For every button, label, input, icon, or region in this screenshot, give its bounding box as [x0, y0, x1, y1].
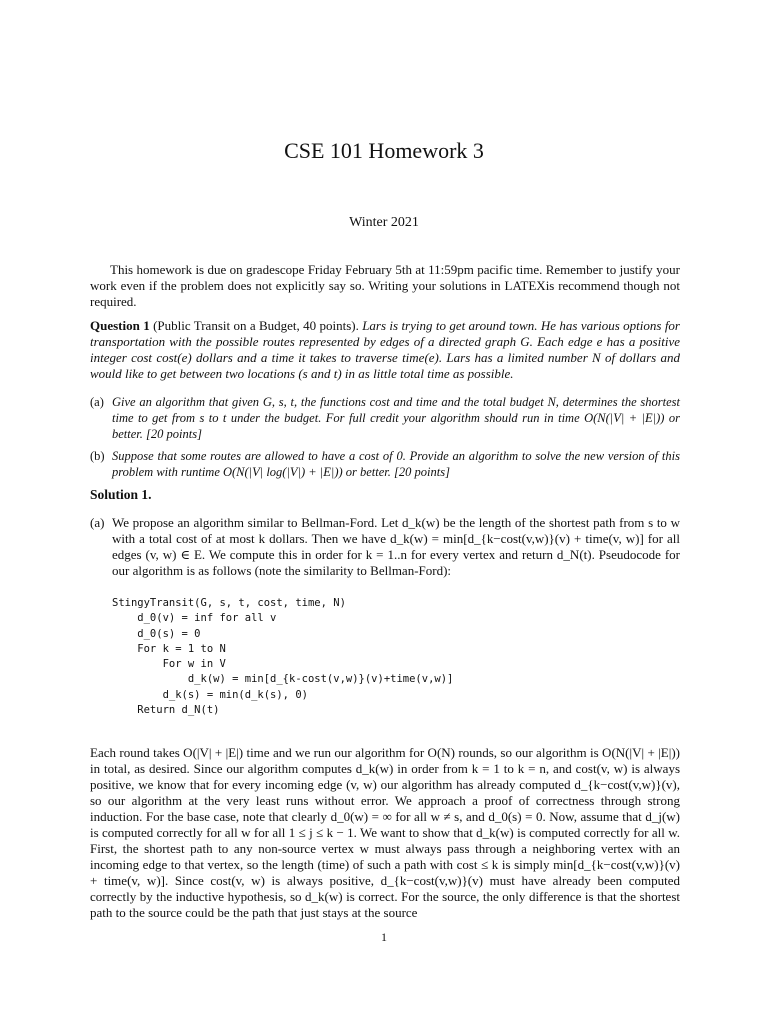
intro-paragraph: This homework is due on gradescope Friday February 5th at 11:59pm pacific time. Remember to justify your work even if the problem does not explicitly say so. Writing your solutions in LATEXis recommend though not required. [90, 262, 680, 309]
part-a-label: (a) [90, 395, 104, 409]
solution-part-a-text: We propose an algorithm similar to Bellman-Ford. Let d_k(w) be the length of the shortest path from s to w with a total cost of at most k dollars. Then we have d_k(w) = min[d_{k−cost(v,w)}(v) + time(v, w)] for all edges (v, w) ∈ E. We compute this in order for k = 1..n for every vertex and return d_N(t). Pseudocode for our algorithm is as follows (note the similarity to Bellman-Ford): [112, 515, 680, 578]
part-b-label: (b) [90, 449, 105, 463]
document-title: CSE 101 Homework 3 [284, 138, 484, 163]
part-b-text: Suppose that some routes are allowed to have a cost of 0. Provide an algorithm to solve the new version of this problem with runtime O(N(|V| log(|V|) + |E|)) or better. [20 points] [112, 449, 680, 479]
analysis-paragraph: Each round takes O(|V| + |E|) time and we run our algorithm for O(N) rounds, so our algorithm is O(N(|V| + |E|)) in total, as desired. Since our algorithm computes d_k(w) in order from k = 1 to k = n, and cost(v, w) is always positive, we know that for every incoming edge (v, w) our algorithm has already computed d_{k−cost(v,w)}(v), so our algorithm at the very least runs without error. We approach a proof of correctness through strong induction. For the base case, note that clearly d_0(w) = ∞ for all w ≠ s, and d_0(s) = 0. Now, assume that d_j(w) is computed correctly for all w for all 1 ≤ j ≤ k − 1. We want to show that d_k(w) is computed correctly for all w. First, the shortest path to any non-source vertex w must always pass through a neighboring vertex with an incoming edge to that vertex, so the length (time) of such a path with cost ≤ k is simply min[d_{k−cost(v,w)}(v) + time(v, w)]. Since cost(v, w) is always positive, d_{k−cost(v,w)}(v) must have already been computed correctly by the inductive hypothesis, so d_k(w) is correct. For the source, the only difference is that the shortest path to the source could be the path that just stays at the source [90, 745, 680, 920]
question-1-label: Question 1 [90, 318, 150, 333]
document-subtitle: Winter 2021 [349, 215, 419, 230]
part-a-text: Give an algorithm that given G, s, t, the functions cost and time and the total budget N, determines the shortest time to get from s to t under the budget. For full credit your algorithm should run in time O(N(|V| + |E|)) or better. [20 points] [112, 395, 680, 441]
question-1-part-b [90, 448, 680, 480]
solution-part-a-label: (a) [90, 515, 105, 530]
solution-part-a [90, 515, 680, 579]
question-1-title: (Public Transit on a Budget, 40 points). [153, 318, 359, 333]
page-number: 1 [381, 930, 387, 944]
pseudocode-block: StingyTransit(G, s, t, cost, time, N) d_0(v) = inf for all v d_0(s) = 0 For k = 1 to N For w in V d_k(w) = min[d_{k-cost(v,w)}(v)+time(v,w)] d_k(s) = min(d_k(s), 0) Return d_N(t) [112, 597, 454, 717]
solution-heading: Solution 1. [90, 487, 152, 502]
question-1 [90, 318, 680, 382]
question-1-prompt: Lars is trying to get around town. He has various options for transportation with the possible routes represented by edges of a directed graph G. Each edge e has a positive integer cost cost(e) dollars and a time it takes to traverse time(e). Lars has a limited number N of dollars and would like to get between two locations (s and t) in as little total time as possible. [90, 318, 680, 381]
question-1-part-a [90, 394, 680, 442]
